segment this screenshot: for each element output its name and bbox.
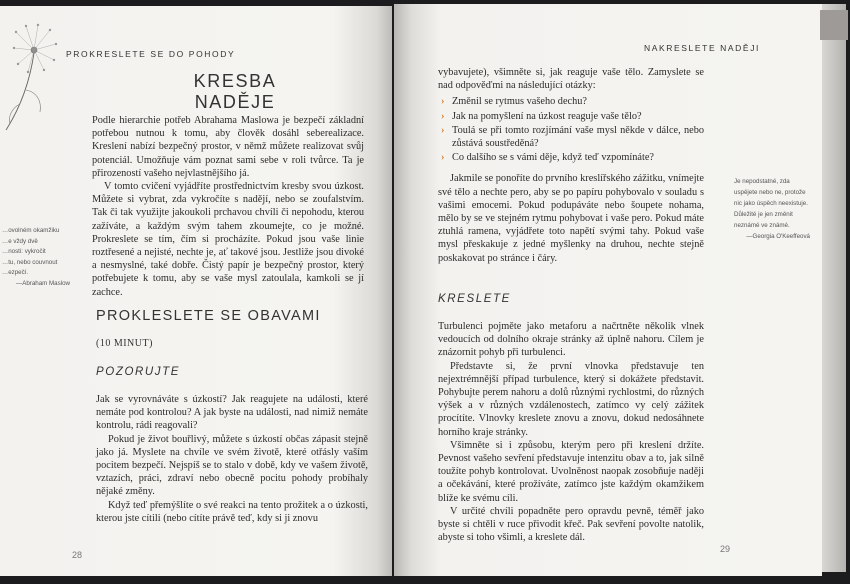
margin-quote-line: …ovolném okamžiku — [2, 227, 60, 234]
section-paragraph: Pokud je život bouřlivý, můžete s úzkostí občas zápasit stejně jako já. Myslete na chvíle ve svém životě, které otřásly vaším pocitem bezpečí. Nejspíš se to stalo v době, kdy ve vašem životě, vztazích, práci, zdraví nebo obecně pocitu pohody probíhaly nějaké změny. — [96, 433, 368, 498]
running-head-left: PROKRESLETE SE DO POHODY — [66, 49, 236, 59]
side-quote-attribution: —Georgia O'Keeffeová — [746, 233, 810, 240]
margin-quote-line: …nosti: vykročit — [2, 248, 46, 255]
right-section-text — [438, 320, 704, 544]
margin-quote — [2, 226, 72, 289]
time-note: (10 MINUT) — [96, 338, 153, 349]
right-intro-text — [438, 66, 704, 265]
tab-marker — [820, 10, 848, 40]
side-quote-text: Je nepodstatné, zda uspějete nebo ne, protože nic jako úspěch neexistuje. Důležité je jen změnit neznámé ve známé. — [734, 178, 808, 229]
dandelion-illustration — [2, 20, 62, 140]
intro-text — [92, 114, 364, 299]
page-edge — [822, 4, 846, 572]
page-number-left: 28 — [72, 550, 83, 560]
margin-quote-attribution: —Abraham Maslow — [16, 279, 70, 287]
question-list — [438, 95, 704, 164]
chapter-title: KRESBA NADĚJE — [193, 71, 277, 112]
right-section-paragraph: Představte si, že první vlnovka představuje ten nejextrémnější případ turbulence, který si dokážete představit. Pohybujte perem nahoru a dolů různými rychlostmi, do různých výšek a v různých vzdálenostech, zatímco vy celý zážitek procítíte. Vlnovky kreslete znovu a znovu, dokud nedosáhnete horního kraje stránky. — [438, 360, 704, 438]
intro-paragraph: Podle hierarchie potřeb Abrahama Maslowa je bezpečí základní potřebou nutnou k tomu, aby člověk dosáhl seberealizace. Kreslení nabízí bezpečný prostor, v němž můžete realizovat svůj potenciál. Umožňuje vám poznat sami sebe v roli tvůrce. Ta je přirozeností vašeho nejvlastnějšího já. — [92, 115, 364, 179]
section-title: PROKLESLETE SE OBAVAMI — [96, 308, 321, 324]
running-head-right: NAKRESLETE NADĚJI — [644, 43, 761, 53]
section-paragraph: Když teď přemýšlíte o své reakci na tento prožitek a o úzkosti, kterou jste cítili (nebo cítíte právě teď, kdy si ji znovu — [96, 499, 368, 524]
right-section-paragraph: Všimněte si i způsobu, kterým pero při kreslení držíte. Pevnost vašeho sevření představuje intenzitu obav a to, jak silně toužíte pohyb kontrolovat. Uvolněnost naopak zosobňuje naději a očekávání, které prožíváte, zatímco jste každým okamžikem blíže ke svému cíli. — [438, 439, 704, 504]
margin-quote-line: …tu, nebo couvnout — [2, 258, 58, 266]
margin-quote-line: …ezpečí. — [2, 269, 29, 276]
intro-paragraph: V tomto cvičení vyjádříte prostřednictvím kresby svou úzkost. Můžete si vybrat, zda vykročíte s nadějí, nebo se zoufalstvím. Tak či tak využijte jakoukoli prchavou chvíli či nepohodu, kterou zažíváte, a každým svým tahem zkoumejte, co je možné. Prokreslete se tím, čím si procházíte. Pokud jsou vaše linie roztřesené a nejisté, nechte je, ať takové jsou. Jestliže jsou divoké a nesmyslné, také dobře. Čistý papír je bezpečný prostor, který potřebujete k tomu, aby se vaše mysl zatoulala, kamkoli se jí zachce. — [92, 181, 364, 298]
subhead-draw: KRESLETE — [438, 293, 511, 305]
section-paragraph: Jak se vyrovnáváte s úzkostí? Jak reagujete na události, které nemáte pod kontrolou? A jak byste na události, nad nimiž nemáte kontrolu, rádi reagovali? — [96, 394, 368, 432]
question-item: › Toulá se při tomto rozjímání vaše mysl někde v dálce, nebo zůstává soustředěná? — [438, 124, 704, 150]
subhead-observe: POZORUJTE — [96, 366, 181, 378]
left-page — [0, 6, 392, 576]
right-intro-paragraph: vybavujete), všimněte si, jak reaguje vaše tělo. Zamyslete se nad odpověďmi na následující otázky: — [438, 67, 704, 92]
page-number-right: 29 — [720, 544, 731, 554]
section-text — [96, 393, 368, 525]
right-section-paragraph: Turbulenci pojměte jako metaforu a načrtněte několik vlnek vedoucích od dolního okraje stránky až úplně nahoru. Cílem je znázornit pohyb při turbulenci. — [438, 321, 704, 359]
question-item: › Co dalšího se s vámi děje, když teď vzpomínáte? — [438, 151, 704, 164]
right-page — [394, 4, 822, 576]
question-item: › Změnil se rytmus vašeho dechu? — [438, 95, 704, 108]
side-quote — [734, 176, 814, 242]
question-item: › Jak na pomyšlení na úzkost reaguje vaše tělo? — [438, 110, 704, 123]
right-paragraph: Jakmile se ponoříte do prvního kreslířského zážitku, vnímejte své tělo a nechte pero, aby se po papíru pohybovalo v souladu s vašimi emocemi. Pokud podupáváte nebo šoupete nohama, mělo by se ve stejném rytmu pohybovat i vaše pero. Pokud máte ztuhlá ramena, vyjádřete toto napětí svými tahy. Pokud vaše mysl přeskakuje z jedné myšlenky na druhou, nechte stejně poskakovat po stránce i čáry. — [438, 173, 704, 264]
right-section-paragraph: V určité chvíli popadněte pero opravdu pevně, téměř jako byste si chtěli v ruce přivodit křeč. Pak sevření povolte natolik, abyste si toho všimli, a kreslete dál. — [438, 505, 704, 544]
margin-quote-line: …e vždy dvě — [2, 237, 38, 245]
